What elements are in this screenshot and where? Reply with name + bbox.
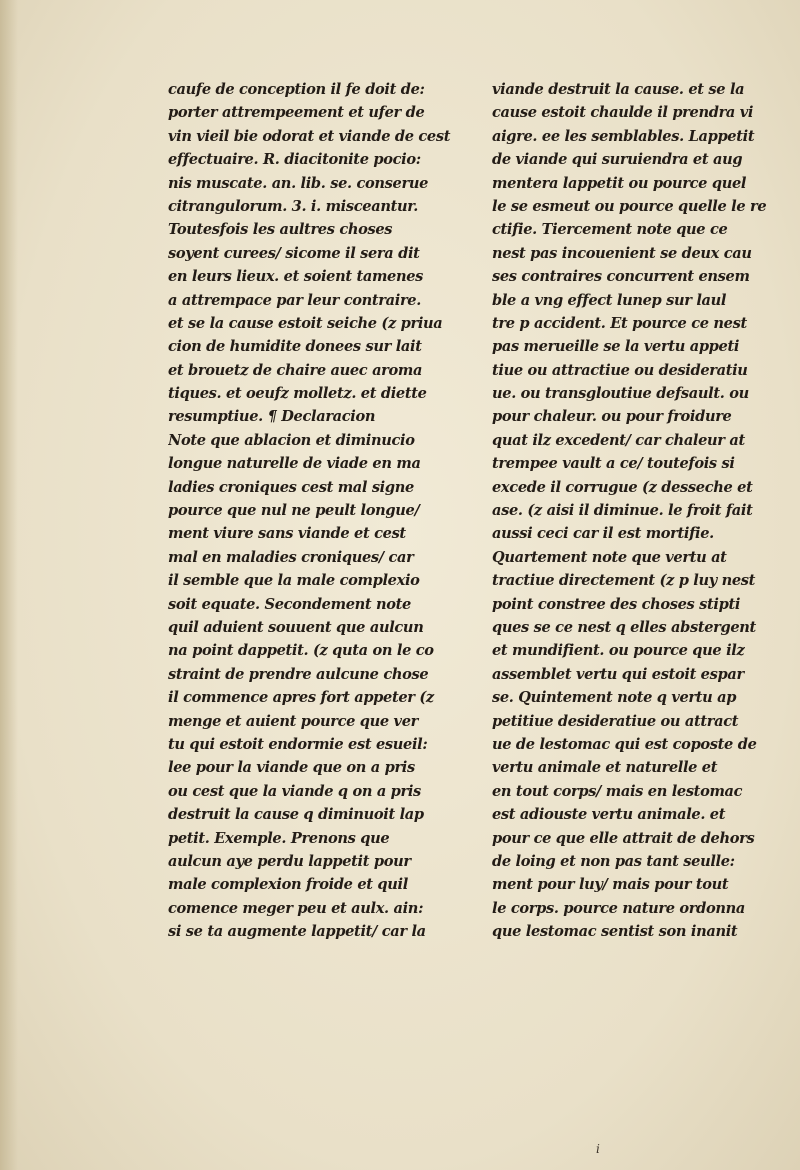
left-column-line: tiques. et oeufz molletz. et diette [168,385,427,403]
left-column-line: lee pour la viande que on a pris [168,759,415,777]
right-column-line: point constree des choses stipti [492,595,741,613]
right-column-line: le se esmeut ou pource quelle le re [492,197,767,215]
right-column-line: viande destruit la cause. et se la [492,81,745,98]
right-column-line: petitiue desideratiue ou attract [492,712,739,730]
left-column-line: Note que ablacion et diminucio [168,431,415,449]
right-column-line: pas merueille se la vertu appeti [492,338,740,356]
left-text-column [168,78,474,943]
right-column-line: tractiue directement (z p luy nest [492,572,756,590]
right-column-line: tre p accident. Et pource ce nest [492,314,747,332]
right-column-line: vertu animale et naturelle et [492,759,718,777]
left-column-line: petit. Exemple. Prenons que [168,829,390,847]
left-column-line: ment viure sans viande et cest [168,525,406,543]
right-column-line: de viande qui suruiendra et aug [492,151,743,169]
left-column-line: pource que nul ne peult longue/ [168,502,420,520]
left-column-line: Toutesfois les aultres choses [168,221,393,239]
right-column-line: assemblet vertu qui estoit espar [492,665,744,683]
right-column-line: pour chaleur. ou pour froidure [492,408,732,426]
left-column-line: straint de prendre aulcune chose [168,665,429,683]
right-column-line: aussi ceci car il est mortifie. [492,525,714,543]
left-column-line: effectuaire. R. diacitonite pocio: [168,151,421,169]
right-column-line: se. Quintement note q vertu ap [492,689,737,707]
right-column-line: cause estoit chaulde il prendra vi [492,104,754,122]
left-column-line: il semble que la male complexio [168,572,420,590]
left-column-line: menge et auient pource que ver [168,712,418,730]
left-column-line: vin vieil bie odorat et viande de cest [168,127,451,145]
left-column-line: porter attrempeement et ufer de [168,104,425,122]
left-column-line: mal en maladies croniques/ car [168,548,414,566]
right-column-line: pour ce que elle attrait de dehors [492,829,755,847]
left-column-line: si se ta augmente lappetit/ car la [168,923,426,941]
left-column-line: soyent curees/ sicome il sera dit [168,244,420,262]
left-column-line: quil aduient souuent que aulcun [168,618,424,636]
right-column-line: est adiouste vertu animale. et [492,806,726,824]
left-column-line: ladies croniques cest mal signe [168,478,414,496]
folio-mark: i [596,1142,600,1156]
right-column-line: Quartement note que vertu at [492,548,727,566]
right-column-line: trempee vault a ce/ toutefois si [492,455,735,473]
right-column-line: quat ilz excedent/ car chaleur at [492,431,745,449]
left-column-line: na point dappetit. (z quta on le co [168,642,434,660]
right-column-line: ques se ce nest q elles abstergent [492,618,756,636]
left-column-line: longue naturelle de viade en ma [168,455,421,473]
right-column-line: que lestomac sentist son inanit [492,923,738,941]
left-column-line: a attrempace par leur contraire. [168,291,421,309]
right-column-line: le corps. pource nature ordonna [492,899,745,917]
left-column-line: ou cest que la viande q on a pris [168,782,421,800]
left-column-line: citrangulorum. 3. i. misceantur. [168,197,418,215]
left-column-line: il commence apres fort appeter (z [168,689,434,707]
right-column-line: ble a vng effect lunep sur laul [492,291,727,309]
right-column-line: ses contraires concurrent ensem [492,268,750,286]
left-column-line: destruit la cause q diminuoit lap [168,806,424,824]
right-column-line: aigre. ee les semblables. Lappetit [492,127,755,145]
right-column-line: ase. (z aisi il diminue. le froit fait [492,502,753,520]
right-column-line: et mundifient. ou pource que ilz [492,642,745,660]
left-column-line: cion de humidite donees sur lait [168,338,422,356]
left-column-line: et brouetz de chaire auec aroma [168,361,423,379]
left-column-line: soit equate. Secondement note [168,595,411,613]
right-column-line: de loing et non pas tant seulle: [492,852,735,870]
left-column-line: en leurs lieux. et soient tamenes [168,268,424,286]
right-column-line: excede il corrugue (z desseche et [492,478,753,496]
right-column-line: ment pour luy/ mais pour tout [492,876,729,894]
right-column-line: ue de lestomac qui est coposte de [492,735,757,753]
left-column-line: tu qui estoit endormie est esueil: [168,735,428,753]
page-gutter-shadow [0,0,18,1170]
right-column-line: ctifie. Tiercement note que ce [492,221,728,239]
left-column-line: male complexion froide et quil [168,876,408,894]
left-column-line: comence meger peu et aulx. ain: [168,899,424,917]
right-column-line: nest pas incouenient se deux cau [492,244,752,262]
left-column-line: aulcun aye perdu lappetit pour [168,852,411,870]
right-text-column [492,78,792,943]
left-column-line: caufe de conception il fe doit de: [168,81,425,98]
left-column-line: nis muscate. an. lib. se. conserue [168,174,429,192]
right-column-line: mentera lappetit ou pource quel [492,174,747,192]
right-column-line: en tout corps/ mais en lestomac [492,782,743,800]
left-column-line: et se la cause estoit seiche (z priua [168,314,443,332]
left-column-line: resumptiue. ¶ Declaracion [168,408,376,426]
right-column-line: tiue ou attractiue ou desideratiu [492,361,748,379]
right-column-line: ue. ou transgloutiue defsault. ou [492,385,749,403]
